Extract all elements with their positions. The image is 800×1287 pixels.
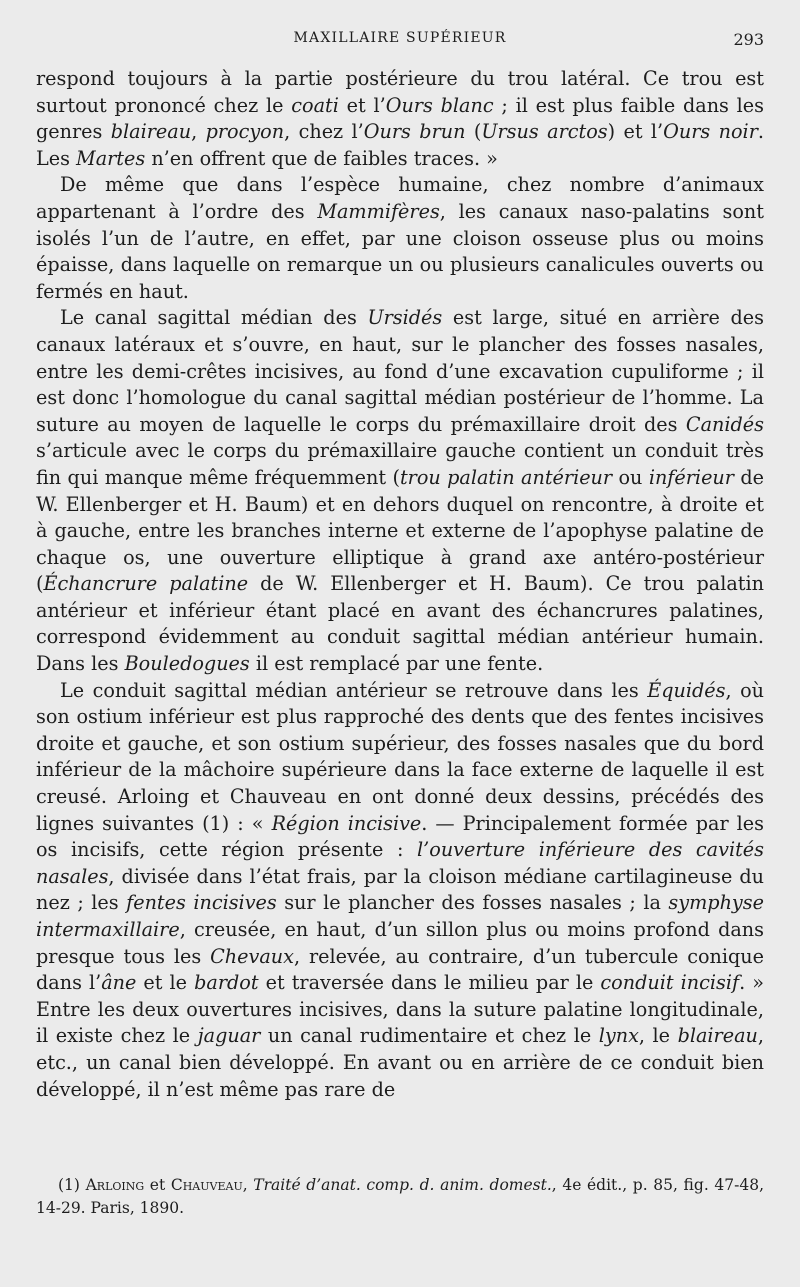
paragraph-1: respond toujours à la partie postérieure du trou latéral. Ce trou est surtout prononcé chez le coati et l’Ours blanc ; il est plus faible dans les genres blaireau, procyon, chez l’Ours brun (Ursus arctos) et l’Ours noir. Les Martes n’en offrent que de faibles traces. » [36,67,765,170]
paragraph-4-italic-span: fentes incisives [126,891,277,915]
paragraph-4-italic-span: blaireau [677,1024,758,1048]
footnote-author-name: Chauveau [170,1176,243,1194]
paragraph-1-italic-span: Ours noir [663,120,758,144]
paragraph-1-italic-span: Ours brun [363,120,466,144]
paragraph-4: Le conduit sagittal médian antérieur se retrouve dans les Équidés, où son ostium inférieur est plus rapproché des dents que des fentes incisives droite et gauche, et son ostium supérieur, des fosses nasales que du bord inférieur de la mâchoire supérieure dans la face externe de laquelle il est creusé. Arloing et Chauveau en ont donné deux dessins, précédés des lignes suivantes (1) : « Région incisive. — Principalement formée par les os incisifs, cette région présente : l’ouverture inférieure des cavités nasales, divisée dans l’état frais, par la cloison médiane cartilagineuse du nez ; les fentes incisives sur le plancher des fosses nasales ; la symphyse intermaxillaire, creusée, en haut, d’un sillon plus ou moins profond dans presque tous les Chevaux, relevée, au contraire, d’un tubercule conique dans l’âne et le bardot et traversée dans le milieu par le conduit incisif. » Entre les deux ouvertures incisives, dans la suture palatine longitudinale, il existe chez le jaguar un canal rudimentaire et chez le lynx, le blaireau, etc., un canal bien développé. En avant ou en arrière de ce conduit bien développé, il n’est même pas rare de [36,678,765,1101]
paragraph-1-italic-span: Ursus arctos [481,120,608,144]
footnote-text: (1) Arloing et Chauveau, Traité d’anat. comp. d. anim. domest., 4e édit., p. 85, fig. 47-48, 14-29. Paris, 1890. [36,1176,764,1217]
page-number: 293 [733,30,764,49]
paragraph-4-italic-span: Chevaux [210,944,294,968]
page-header [36,30,764,54]
paragraph-4-italic-span: âne [101,971,137,995]
paragraph-1-italic-span: Ours blanc [385,93,494,117]
paragraph-3-italic-span: Canidés [685,412,764,436]
paragraph-4-italic-span: Équidés [647,678,726,702]
running-title: MAXILLAIRE SUPÉRIEUR [293,30,507,46]
paragraph-3-italic-span: trou palatin antérieur [399,465,613,489]
paragraph-1-italic-span: Martes [76,146,146,170]
paragraph-3-italic-span: Échancrure palatine [43,572,249,596]
footnote-italic-span: Traité d’anat. comp. d. anim. domest. [253,1176,552,1194]
paragraph-4-italic-span: conduit incisif [600,971,740,995]
paragraph-1-italic-span: blaireau [110,120,192,144]
paragraph-4-italic-span: symphyse intermaxillaire [36,891,764,941]
footnote [36,1174,764,1220]
paragraph-2-italic-span: Mammifères [317,199,440,223]
paragraph-1-italic-span: procyon [205,120,285,144]
paragraph-4-italic-span: l’ouverture inférieure des cavités nasales [36,838,764,888]
paragraph-3-italic-span: Bouledogues [124,652,250,676]
paragraph-4-italic-span: bardot [194,971,259,995]
paragraph-4-italic-span: Région incisive [271,811,422,835]
body-text [36,66,764,1103]
paragraph-4-italic-span: lynx [598,1024,639,1048]
paragraph-3-italic-span: inférieur [648,465,734,489]
paragraph-3: Le canal sagittal médian des Ursidés est large, situé en arrière des canaux latéraux et s’ouvre, en haut, sur le plancher des fosses nasales, entre les demi-crêtes incisives, au fond d’une excavation cupuliforme ; il est donc l’homologue du canal sagittal médian postérieur de l’homme. La suture au moyen de laquelle le corps du prémaxillaire droit des Canidés s’articule avec le corps du prémaxillaire gauche contient un conduit très fin qui manque même fréquemment (trou palatin antérieur ou inférieur de W. Ellenberger et H. Baum) et en dehors duquel on rencontre, à droite et à gauche, entre les branches interne et externe de l’apophyse palatine de chaque os, une ouverture elliptique à grand axe antéro-postérieur (Échancrure palatine de W. Ellenberger et H. Baum). Ce trou palatin antérieur et inférieur étant placé en avant des échancrures palatines, correspond évidemment au conduit sagittal médian antérieur humain. Dans les Bouledogues il est remplacé par une fente. [36,306,765,676]
footnote-author-name: Arloing [85,1176,145,1194]
paragraph-4-italic-span: jaguar [197,1024,261,1048]
paragraph-1-italic-span: coati [291,93,339,117]
paragraph-3-italic-span: Ursidés [367,306,443,330]
paragraph-2: De même que dans l’espèce humaine, chez nombre d’animaux appartenant à l’ordre des Mammifères, les canaux naso-palatins sont isolés l’un de l’autre, en effet, par une cloison osseuse plus ou moins épaisse, dans laquelle on remarque un ou plusieurs canalicules ouverts ou fermés en haut. [36,173,764,303]
